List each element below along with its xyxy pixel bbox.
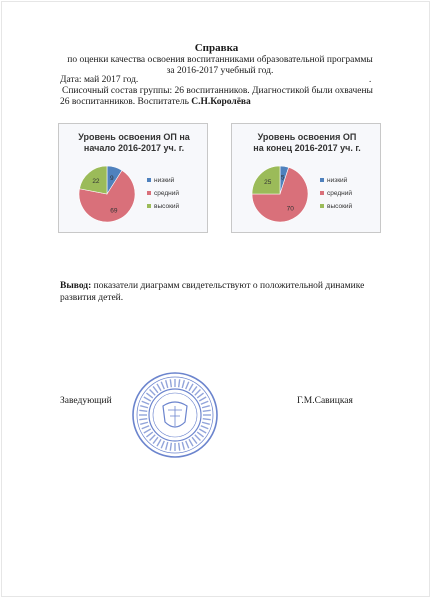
legend-label-средний: средний (154, 190, 179, 197)
legend-label-низкий: низкий (154, 177, 175, 184)
date-line: Дата: май 2017 год. (60, 75, 139, 85)
legend-swatch-средний (147, 191, 151, 195)
pie-label-средний: 70 (286, 205, 294, 213)
scan-dot: . (369, 74, 372, 84)
pie-label-средний: 69 (110, 207, 118, 215)
conclusion (60, 280, 400, 304)
conclusion-text: показатели диаграмм свидетельствуют о положительной динамике (93, 281, 365, 291)
legend-swatch-средний (320, 191, 324, 195)
signature-name: Г.М.Савицкая (297, 396, 353, 406)
stamp-icon (130, 370, 220, 460)
info-line-2-text: 26 воспитанников. Воспитатель (60, 97, 189, 107)
conclusion-label: Вывод: (60, 281, 92, 291)
pie-label-низкий: 5 (280, 174, 285, 182)
official-stamp (130, 370, 220, 460)
chart-end-title-line-1: Уровень освоения ОП (257, 132, 357, 142)
pie-label-высокий: 22 (92, 178, 100, 186)
chart-end-year (231, 123, 381, 233)
chart-start-svg (59, 124, 209, 234)
chart-start-year (58, 123, 208, 233)
signature-position: Заведующий (60, 396, 112, 406)
info-line-1: Списочный состав группы: 26 воспитанников. Диагностикой были охвачены (62, 86, 373, 96)
info-line-2 (60, 97, 251, 108)
conclusion-line-1 (60, 280, 400, 292)
legend-swatch-низкий (147, 178, 151, 182)
document-subtitle (50, 55, 390, 77)
document-title: Справка (194, 42, 239, 54)
legend-swatch-высокий (320, 204, 324, 208)
pie-label-высокий: 25 (264, 179, 272, 187)
chart-end-title-line-2: на конец 2016-2017 уч. г. (253, 143, 361, 153)
legend-label-высокий: высокий (154, 203, 180, 210)
teacher-name: С.Н.Королёва (191, 97, 251, 107)
legend-label-средний: средний (327, 190, 352, 197)
legend-label-низкий: низкий (327, 177, 348, 184)
subtitle-line-2: за 2016-2017 учебный год. (166, 66, 274, 76)
legend-swatch-высокий (147, 204, 151, 208)
legend-label-высокий: высокий (327, 203, 353, 210)
conclusion-line-2: развития детей. (60, 293, 124, 303)
legend-swatch-низкий (320, 178, 324, 182)
chart-start-title-line-1: Уровень освоения ОП на (78, 132, 190, 142)
chart-end-svg (232, 124, 382, 234)
pie-label-низкий: 9 (110, 174, 114, 182)
subtitle-line-1: по оценки качества освоения воспитанниками образовательной программы (67, 55, 373, 65)
chart-start-title-line-2: начало 2016-2017 уч. г. (83, 143, 185, 153)
